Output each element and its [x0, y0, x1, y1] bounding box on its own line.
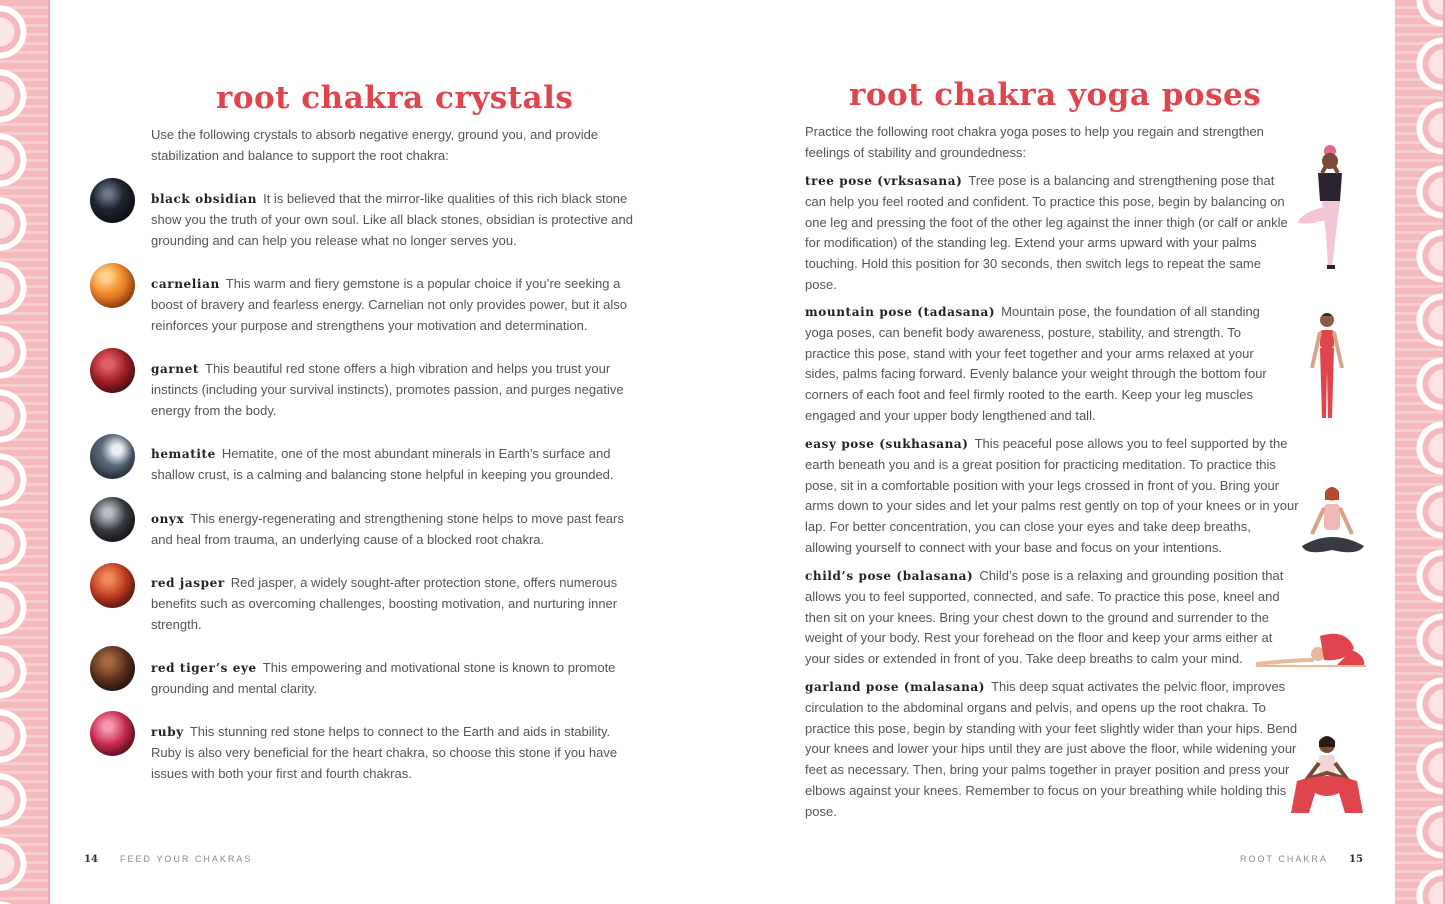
crystal-name: carnelian — [151, 277, 220, 291]
crystal-description: It is believed that the mirror-like qualities of this rich black stone show you the truth of your own soul. Like all black stones, obsidian is protective and grounding and can help you release what no longer serves you. — [151, 191, 633, 248]
crystal-name: hematite — [151, 447, 216, 461]
pose-name: garland pose (malasana) — [805, 680, 986, 694]
garnet-crystal-image — [90, 348, 135, 393]
crystal-description: Red jasper, a widely sought-after protection stone, offers numerous benefits such as overcoming challenges, boosting motivation, and nurturing inner strength. — [151, 575, 618, 632]
page-title: root chakra crystals — [216, 80, 574, 116]
crystal-description: This beautiful red stone offers a high vibration and helps you trust your instincts (including your survival instincts), promotes passion, and purges negative energy from the body. — [151, 361, 624, 418]
crystal-entry-carnelian — [151, 274, 643, 336]
red-jasper-crystal-image — [90, 563, 135, 608]
crystal-description: This empowering and motivational stone is known to promote grounding and mental clarity. — [151, 660, 616, 696]
page-number: 14 — [84, 854, 98, 865]
crystal-name: ruby — [151, 725, 184, 739]
mountain-pose-illustration — [1302, 310, 1352, 425]
crystal-description: This stunning red stone helps to connect to the Earth and aids in stability. Ruby is also very beneficial for the heart chakra, so choose this stone if you have issues with both your first and fourth chakras. — [151, 724, 618, 781]
running-head: FEED YOUR CHAKRAS — [120, 854, 253, 864]
crystal-name: onyx — [151, 512, 185, 526]
intro-paragraph: Practice the following root chakra yoga poses to help you regain and strengthen feelings of stability and groundedness: — [805, 124, 1264, 160]
crystal-entry-onyx — [151, 509, 641, 551]
crystal-entry-garnet — [151, 359, 641, 421]
crystal-name: black obsidian — [151, 192, 258, 206]
garland-pose-illustration — [1287, 733, 1367, 818]
crystal-entry-ruby — [151, 722, 641, 784]
pose-description: Tree pose is a balancing and strengthening pose that can help you feel rooted and confident. To practice this pose, begin by balancing on one leg and pressing the foot of the other leg against the inner thigh (or calf or ankle for modification) of the standing leg. Extend your arms upward with your palms touching. Hold this position for 30 seconds, then switch legs to repeat the same pose. — [805, 173, 1288, 292]
running-head: ROOT CHAKRA — [1240, 854, 1328, 864]
intro-paragraph: Use the following crystals to absorb negative energy, ground you, and provide stabilization and balance to support the root chakra: — [151, 127, 599, 163]
crystal-name: red jasper — [151, 576, 225, 590]
pose-description: Child’s pose is a relaxing and grounding position that allows you to feel supported, connected, and safe. To practice this pose, kneel and then sit on your knees. Bring your chest down to the ground and surrender to the weight of your body. Rest your forehead on the floor and keep your arms either at your sides or extended in front of you. Take deep breaths to calm your mind. — [805, 568, 1284, 667]
pose-description: This peaceful pose allows you to feel supported by the earth beneath you and is a great position for practicing meditation. To practice this pose, sit in a comfortable position with your legs crossed in front of you. Bring your arms down to your sides and let your palms rest gently on top of your knees or in your lap. For better concentration, you can close your eyes and take deep breaths, allowing yourself to connect with your base and focus on your intentions. — [805, 436, 1299, 555]
onyx-crystal-image — [90, 497, 135, 542]
pose-name: easy pose (sukhasana) — [805, 437, 969, 451]
black-obsidian-crystal-image — [90, 178, 135, 223]
page-number: 15 — [1349, 854, 1363, 865]
pose-description: This deep squat activates the pelvic floor, improves circulation to the abdominal organs and pelvis, and opens up the root chakra. To practice this pose, begin by standing with your feet slightly wider than your hips. Bend your knees and lower your hips until they are just above the floor, while widening your feet as necessary. Then, bring your palms together in prayer position and press your elbows against your knees. Remember to focus on your breathing while holding this pose. — [805, 679, 1298, 819]
crystal-entry-red-tigers-eye — [151, 658, 641, 700]
page-title: root chakra yoga poses — [849, 77, 1262, 113]
crystal-name: red tiger’s eye — [151, 661, 257, 675]
crystal-description: Hematite, one of the most abundant minerals in Earth’s surface and shallow crust, is a calming and balancing stone helpful in keeping you grounded. — [151, 446, 614, 482]
pose-entry-mountain — [805, 302, 1290, 427]
tree-pose-illustration — [1292, 143, 1372, 273]
right-page — [722, 0, 1397, 904]
pose-description: Mountain pose, the foundation of all standing yoga poses, can benefit body awareness, posture, stability, and strength. To practice this pose, stand with your feet together and your arms relaxed at your sides, palms facing forward. Evenly balance your weight through the bottom four corners of each foot and feel firmly rooted to the earth. Keep your leg muscles engaged and your upper body lengthened and tall. — [805, 304, 1267, 423]
pose-entry-garland — [805, 677, 1300, 823]
crystal-name: garnet — [151, 362, 199, 376]
pose-name: tree pose (vrksasana) — [805, 174, 963, 188]
childs-pose-illustration — [1254, 626, 1369, 671]
pose-entry-child — [805, 566, 1295, 670]
pose-entry-easy — [805, 434, 1300, 559]
red-tigers-eye-crystal-image — [90, 646, 135, 691]
pose-name: mountain pose (tadasana) — [805, 305, 996, 319]
left-page — [48, 0, 720, 904]
crystal-entry-black-obsidian — [151, 189, 641, 251]
hematite-crystal-image — [90, 434, 135, 479]
crystal-entry-red-jasper — [151, 573, 641, 635]
pose-name: child’s pose (balasana) — [805, 569, 974, 583]
pose-entry-tree — [805, 171, 1290, 296]
carnelian-crystal-image — [90, 263, 135, 308]
ruby-crystal-image — [90, 711, 135, 756]
decorative-border-right — [1395, 0, 1445, 904]
decorative-border-left — [0, 0, 50, 904]
easy-pose-illustration — [1298, 484, 1368, 559]
crystal-description: This warm and fiery gemstone is a popular choice if you’re seeking a boost of bravery and fearless energy. Carnelian not only provides power, but it also reinforces your purpose and strengthens your motivation and determination. — [151, 276, 627, 333]
crystal-description: This energy-regenerating and strengthening stone helps to move past fears and heal from trauma, an underlying cause of a blocked root chakra. — [151, 511, 624, 547]
crystal-entry-hematite — [151, 444, 641, 486]
